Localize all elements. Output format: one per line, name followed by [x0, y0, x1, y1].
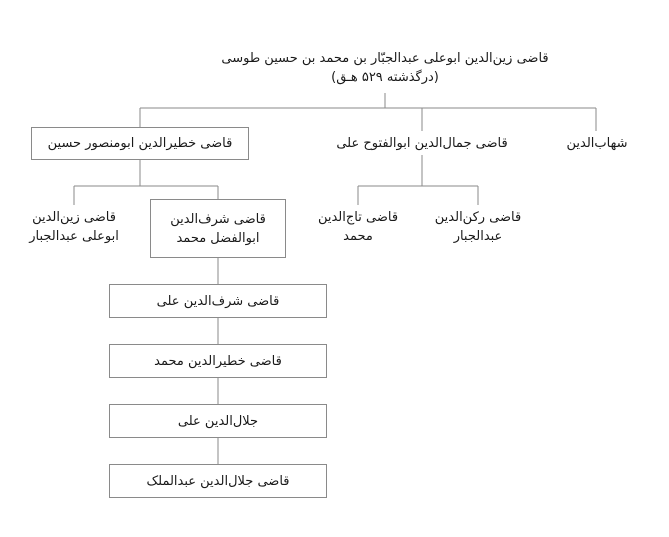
- node-shahab: شهاب‌الدین: [566, 135, 628, 151]
- root-death-date: (درگذشته ۵۲۹ هـق): [331, 70, 439, 85]
- node-rokn-name: عبدالجبار: [453, 229, 503, 244]
- chain-node-1: قاضی شرف‌الدین علی: [109, 284, 327, 318]
- node-rokn: [425, 205, 531, 249]
- node-zain-name: ابوعلی عبدالجبار: [29, 229, 119, 244]
- node-zain-title: قاضی زین‌الدین: [32, 210, 116, 225]
- root-node: [190, 44, 580, 92]
- node-taj-name: محمد: [343, 229, 373, 244]
- node-sharaf-name: ابوالفضل محمد: [176, 230, 260, 246]
- node-taj: [304, 205, 412, 249]
- node-sharaf: [150, 199, 286, 258]
- node-jamal: قاضی جمال‌الدین ابوالفتوح علی: [336, 135, 508, 151]
- node-rokn-title: قاضی رکن‌الدین: [434, 210, 522, 225]
- node-sharaf-title: قاضی شرف‌الدین: [170, 211, 266, 227]
- node-taj-title: قاضی تاج‌الدین: [317, 210, 399, 225]
- chain-node-2: قاضی خطیرالدین محمد: [109, 344, 327, 378]
- chain-node-3: جلال‌الدین علی: [109, 404, 327, 438]
- node-khatir: قاضی خطیرالدین ابومنصور حسین: [31, 127, 249, 160]
- chain-node-4: قاضی جلال‌الدین عبدالملک: [109, 464, 327, 498]
- node-zain: [14, 205, 134, 249]
- root-name: قاضی زین‌الدین ابوعلی عبدالجبّار بن محمد بن حسین طوسی: [221, 51, 549, 66]
